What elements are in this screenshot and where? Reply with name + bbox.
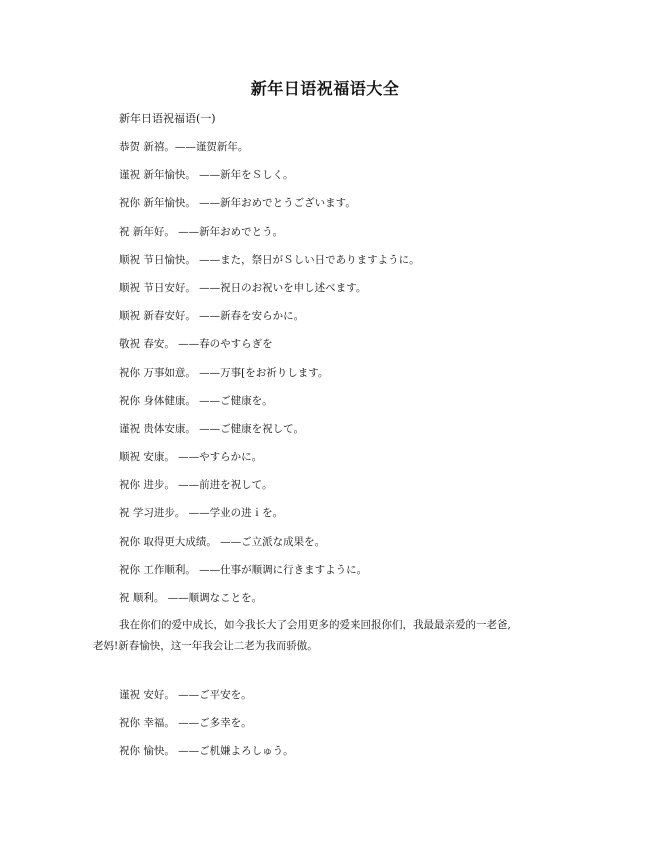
document-title: 新年日语祝福语大全 — [250, 79, 400, 98]
greeting-line: 祝你 身体健康。 ——ご健康を。 — [119, 394, 273, 407]
greeting-line: 祝你 新年愉快。 ——新年おめでとうございます。 — [119, 197, 356, 210]
greeting-line: 祝你 取得更大成绩。 ——ご立派な成果を。 — [119, 535, 326, 548]
greeting-line: 祝 新年好。 ——新年おめでとう。 — [119, 225, 284, 238]
greeting-line: 顺祝 节日愉快。 ——また，祭日がＳしい日でありますように。 — [119, 253, 420, 266]
greeting-line: 顺祝 安康。 ——やすらかに。 — [119, 451, 263, 464]
greeting-line: 祝你 工作顺利。 ——仕事が顺调に行きますように。 — [119, 563, 368, 576]
greeting-line: 祝 学习进步。 ——学业の进ｉを。 — [119, 507, 284, 520]
greeting-line: 敬祝 春安。 ——春のやすらぎを — [119, 338, 273, 351]
greeting-line: 祝你 进步。 ——前进を祝して。 — [119, 479, 273, 492]
message-paragraph — [93, 615, 563, 657]
closing-greeting-line: 祝你 幸福。 ——ご多幸を。 — [119, 717, 252, 730]
closing-greeting-line: 祝你 愉快。 ——ご机嫌よろしゅう。 — [119, 745, 294, 758]
greeting-line: 谨祝 贵体安康。 ——ご健康を祝して。 — [119, 422, 304, 435]
paragraph-line-1: 我在你们的爱中成长，如今我长大了会用更多的爱来回报你们，我最最亲爱的一老爸, — [119, 619, 511, 631]
paragraph-line-2: 老妈!新春愉快，这一年我会让二老为我而骄傲。 — [93, 640, 318, 652]
greeting-line: 顺祝 新春安好。 ——新春を安らかに。 — [119, 310, 305, 323]
greeting-line: 顺祝 节日安好。 ——祝日のお祝いを申し述べます。 — [119, 281, 367, 294]
greeting-line: 恭贺 新禧。——谨贺新年。 — [119, 141, 249, 153]
document-subtitle: 新年日语祝福语(一) — [119, 112, 216, 125]
greeting-line: 祝你 万事如意。 ——万事[をお祈りします。 — [119, 366, 329, 379]
greeting-line: 谨祝 新年愉快。 ——新年をＳしく。 — [119, 169, 294, 182]
closing-greeting-line: 谨祝 安好。 ——ご平安を。 — [119, 689, 252, 701]
closing-greeting-list — [119, 687, 579, 772]
greeting-line: 祝 顺利。 ——顺调なことを。 — [119, 592, 263, 604]
greeting-list — [119, 139, 579, 618]
